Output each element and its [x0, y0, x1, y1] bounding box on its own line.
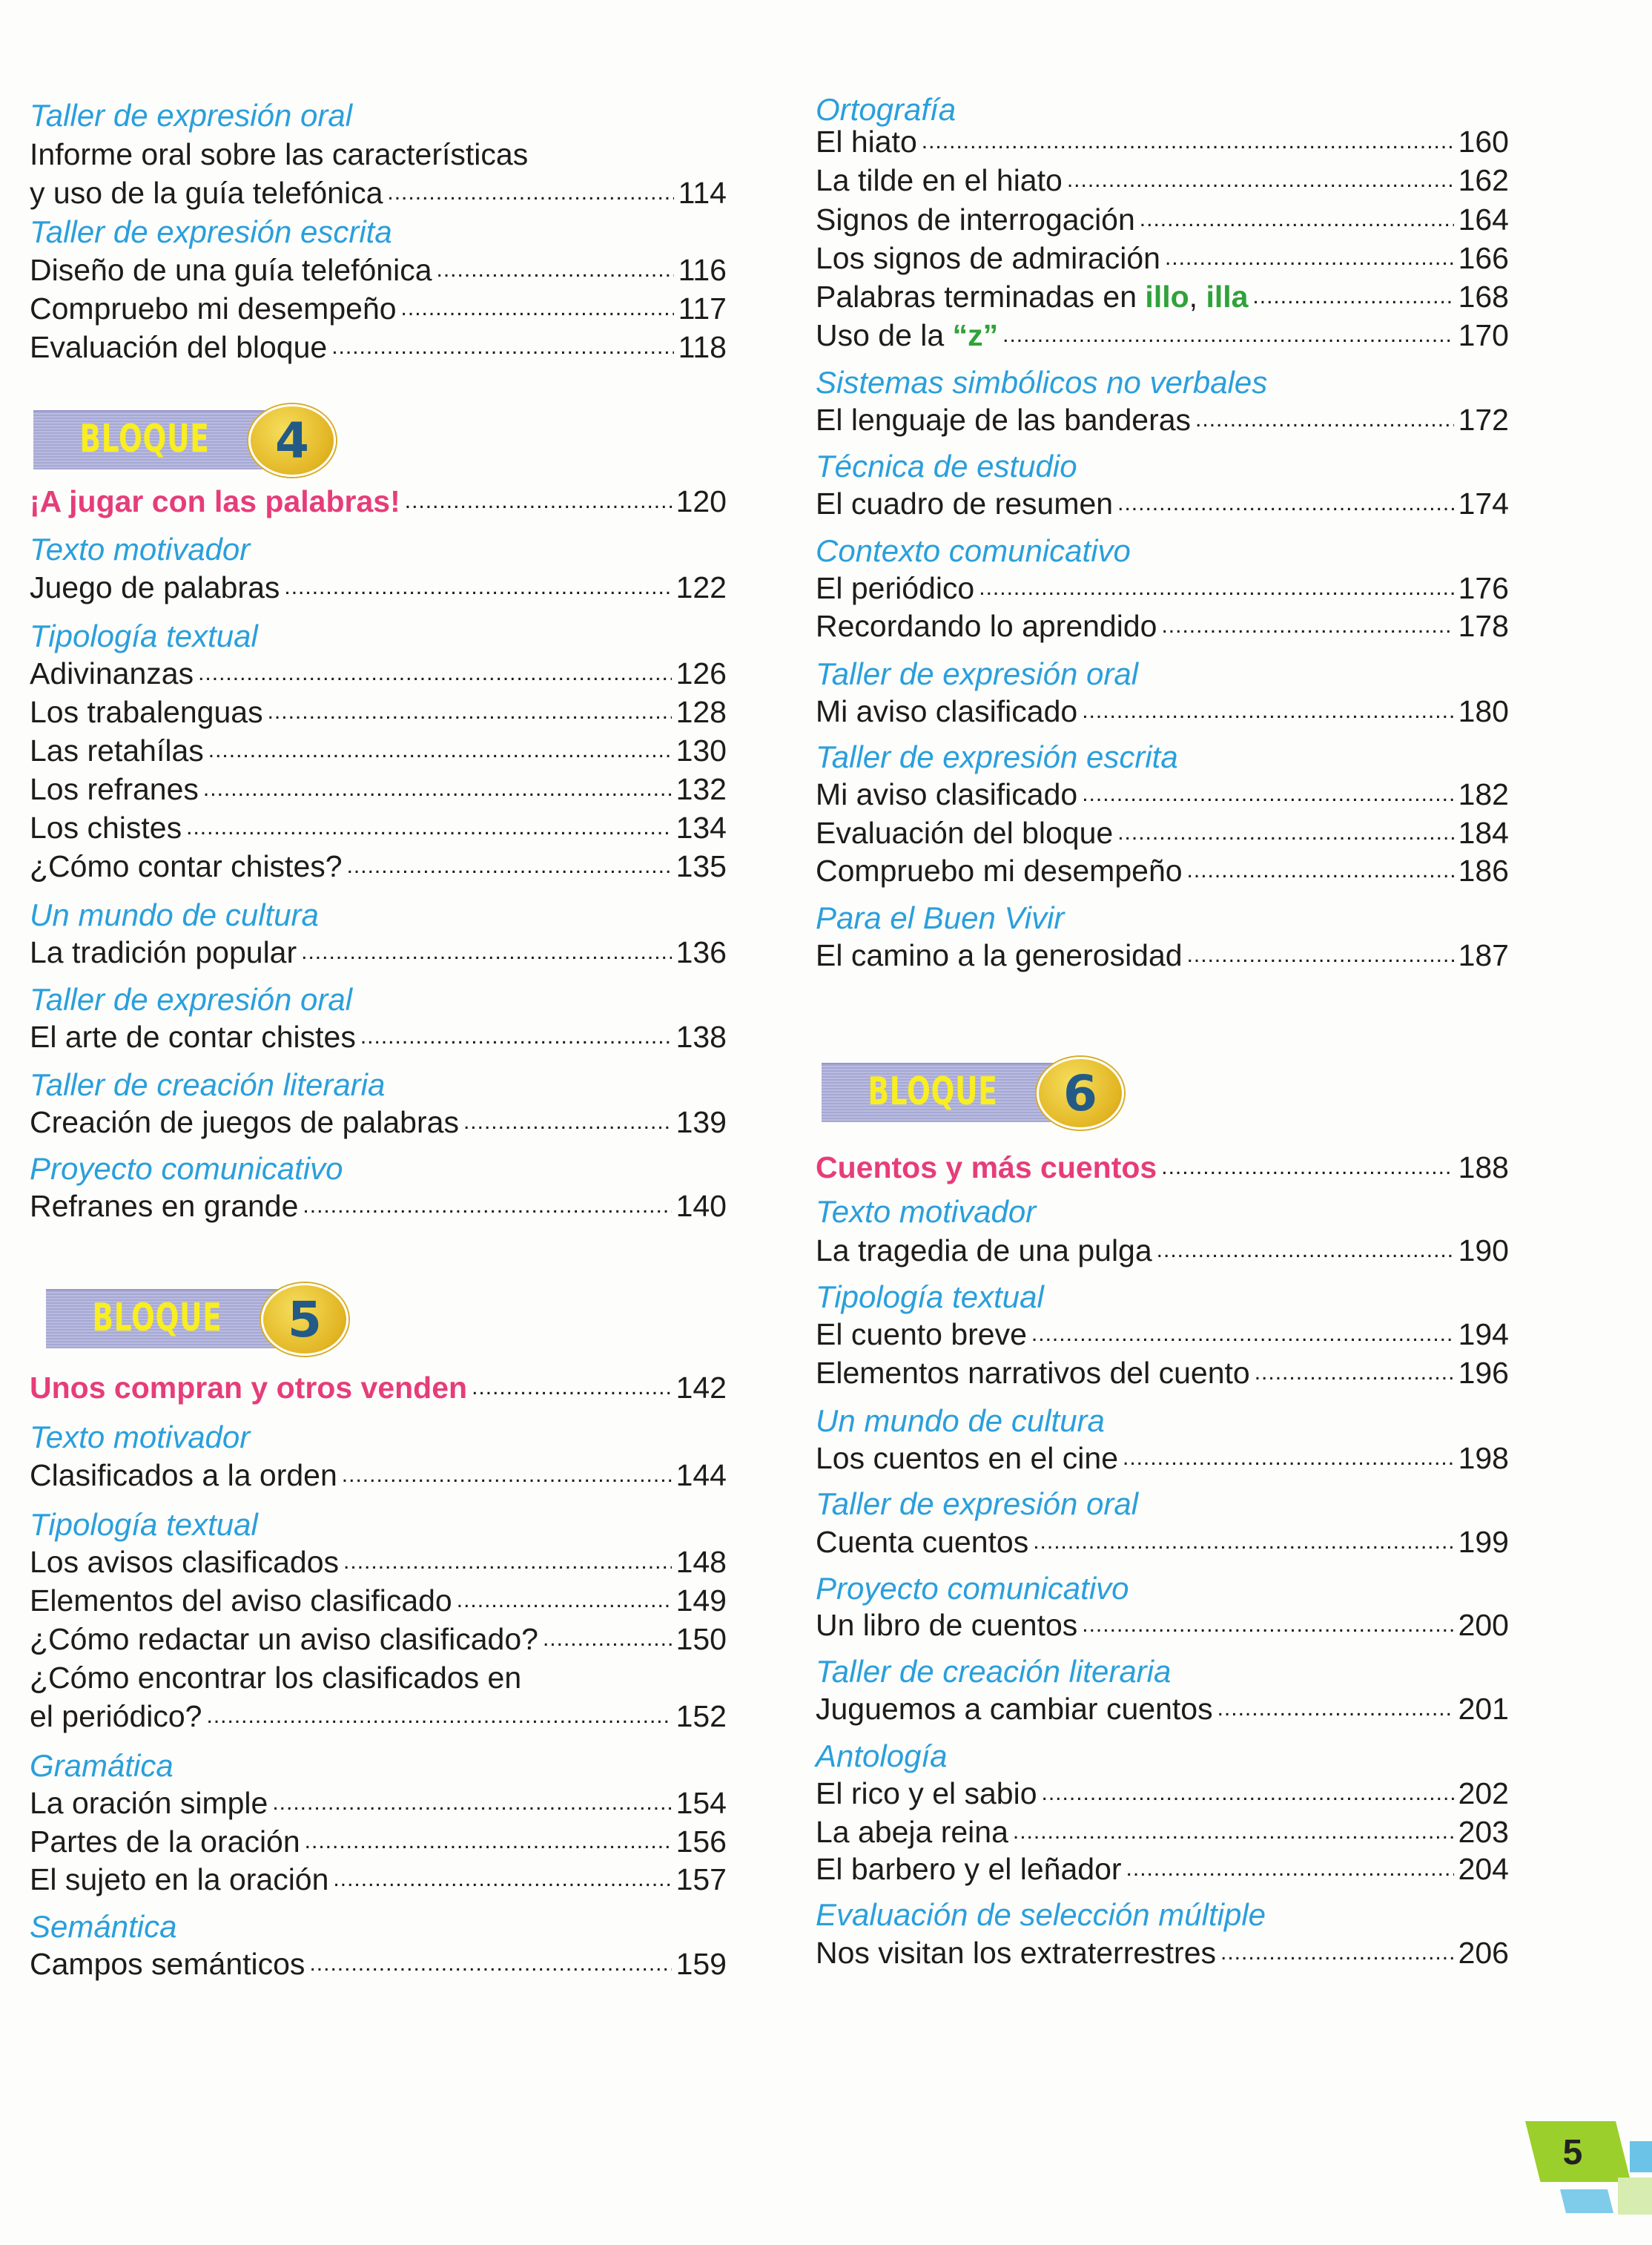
unit-title-entry[interactable]: [30, 482, 727, 521]
section-heading: Texto motivador: [30, 1420, 251, 1454]
dot-leader: [401, 289, 674, 328]
entry-title: ¿Cómo redactar un aviso clasificado?: [30, 1622, 538, 1656]
dot-leader: [198, 654, 672, 693]
entry-title: Mi aviso clasificado: [816, 694, 1078, 728]
unit-title-entry[interactable]: [816, 1148, 1509, 1187]
toc-entry[interactable]: [816, 277, 1509, 316]
toc-entry[interactable]: [816, 400, 1509, 439]
entry-title: Recordando lo aprendido: [816, 609, 1157, 643]
entry-title: El barbero y el leñador: [816, 1852, 1122, 1886]
entry-page-number: 198: [1458, 1441, 1509, 1475]
dot-leader: [1187, 851, 1454, 890]
section-heading: Texto motivador: [30, 532, 251, 567]
unit-page-number: 188: [1458, 1150, 1509, 1184]
entry-page-number: 118: [678, 330, 727, 364]
toc-entry[interactable]: [816, 200, 1509, 239]
entry-title: La oración simple: [30, 1786, 268, 1820]
entry-title: Los chistes: [30, 811, 182, 845]
section-heading: Sistemas simbólicos no verbales: [816, 365, 1268, 400]
toc-entry[interactable]: [816, 239, 1509, 277]
entry-title: Nos visitan los extraterrestres: [816, 1936, 1217, 1970]
section-heading: Taller de creación literaria: [30, 1067, 386, 1102]
entry-title: El cuadro de resumen: [816, 487, 1114, 521]
entry-page-number: 126: [675, 656, 727, 690]
entry-page-number: 202: [1458, 1776, 1509, 1810]
section-row: [816, 1652, 1509, 1691]
dot-leader: [1082, 692, 1453, 731]
dot-leader: [1165, 239, 1454, 277]
dot-leader: [186, 808, 671, 847]
entry-title: Campos semánticos: [30, 1947, 305, 1981]
entry-page-number: 132: [675, 772, 727, 806]
entry-title: El camino a la generosidad: [816, 938, 1183, 972]
toc-entry[interactable]: [816, 484, 1509, 523]
entry-page-number: 152: [675, 1699, 727, 1733]
section-heading: Evaluación de selección múltiple: [816, 1897, 1266, 1932]
toc-entry[interactable]: [30, 1945, 727, 1983]
section-heading: Semántica: [30, 1909, 177, 1944]
dot-leader: [347, 847, 672, 886]
page-tab-blue-shape: [1630, 2141, 1652, 2172]
dot-leader: [305, 1822, 672, 1861]
toc-entry[interactable]: [30, 654, 727, 693]
unit-title: ¡A jugar con las palabras!: [30, 484, 400, 518]
entry-page-number: 206: [1458, 1936, 1509, 1970]
section-row: [30, 980, 727, 1019]
entry-title-highlight: illa: [1206, 280, 1249, 314]
toc-entry[interactable]: [30, 1784, 727, 1822]
entry-page-number: 136: [675, 935, 727, 969]
dot-leader: [309, 1945, 671, 1983]
entry-page-number: 157: [675, 1862, 727, 1896]
page-number-tab: [1520, 2121, 1652, 2218]
entry-title: La tradición popular: [30, 935, 297, 969]
entry-page-number: 160: [1458, 125, 1509, 159]
section-row: [30, 213, 727, 251]
entry-page-number: 139: [675, 1105, 727, 1139]
entry-title: La tilde en el hiato: [816, 163, 1063, 197]
entry-title: Signos de interrogación: [816, 202, 1135, 237]
section-heading: Tipología textual: [30, 1507, 258, 1542]
entry-title: El sujeto en la oración: [30, 1862, 329, 1896]
section-heading: Gramática: [30, 1748, 174, 1783]
section-heading: Taller de expresión escrita: [816, 739, 1178, 774]
section-heading: Texto motivador: [816, 1194, 1037, 1229]
entry-title: Juguemos a cambiar cuentos: [816, 1692, 1213, 1726]
toc-entry[interactable]: [816, 569, 1509, 607]
section-heading: Taller de expresión oral: [30, 982, 353, 1017]
entry-title: Los refranes: [30, 772, 199, 806]
section-heading: Proyecto comunicativo: [30, 1151, 343, 1186]
entry-title: Creación de juegos de palabras: [30, 1105, 459, 1139]
dot-leader: [343, 1543, 672, 1581]
entry-page-number: 154: [675, 1786, 727, 1820]
dot-leader: [405, 482, 672, 521]
toc-entry[interactable]: [30, 693, 727, 731]
entry-page-number: 186: [1458, 854, 1509, 888]
section-row: [816, 1402, 1509, 1440]
dot-leader: [1220, 1934, 1454, 1972]
dot-leader: [301, 933, 671, 972]
entry-page-number: 162: [1458, 163, 1509, 197]
block-banner: [822, 1057, 1133, 1124]
page-tab-blue-shape-small: [1560, 2189, 1613, 2213]
dot-leader: [1067, 161, 1454, 200]
toc-entry[interactable]: [816, 1231, 1509, 1270]
dot-leader: [1117, 484, 1453, 523]
section-row: [816, 1569, 1509, 1608]
entry-title: Elementos narrativos del cuento: [816, 1356, 1250, 1390]
toc-entry[interactable]: [816, 161, 1509, 200]
toc-entry[interactable]: [30, 1543, 727, 1581]
dot-leader: [1123, 1439, 1454, 1477]
entry-title: Los signos de admiración: [816, 241, 1160, 275]
toc-entry[interactable]: [30, 808, 727, 847]
entry-page-number: 199: [1458, 1525, 1509, 1559]
dot-leader: [203, 770, 672, 808]
dot-leader: [1002, 316, 1453, 355]
entry-title: Partes de la oración: [30, 1824, 300, 1859]
entry-page-number: 178: [1458, 609, 1509, 643]
banner-label: BLOQUE: [79, 417, 210, 461]
entry-page-number: 150: [675, 1622, 727, 1656]
toc-entry[interactable]: [30, 1456, 727, 1494]
toc-entry[interactable]: [816, 1606, 1509, 1644]
entry-page-number: 184: [1458, 816, 1509, 850]
dot-leader: [1117, 814, 1453, 852]
dot-leader: [1187, 936, 1454, 975]
entry-page-number: 134: [675, 811, 727, 845]
entry-page-number: 204: [1458, 1852, 1509, 1886]
dot-leader: [1161, 1148, 1453, 1187]
entry-page-number: 187: [1458, 938, 1509, 972]
toc-entry[interactable]: [816, 814, 1509, 852]
dot-leader: [1195, 400, 1454, 439]
toc-entry[interactable]: [816, 316, 1509, 355]
toc-entry[interactable]: [30, 1581, 727, 1620]
unit-title: Cuentos y más cuentos: [816, 1150, 1157, 1184]
dot-leader: [472, 1368, 672, 1407]
section-row: [816, 363, 1509, 402]
entry-title-highlight: illo: [1145, 280, 1189, 314]
dot-leader: [1033, 1523, 1453, 1561]
toc-entry[interactable]: [30, 328, 727, 366]
entry-page-number: 144: [675, 1458, 727, 1492]
section-heading: Taller de expresión oral: [30, 98, 353, 133]
entry-page-number: 156: [675, 1824, 727, 1859]
entry-title: Cuenta cuentos: [816, 1525, 1029, 1559]
toc-entry[interactable]: [30, 289, 727, 328]
dot-leader: [208, 731, 672, 770]
dot-leader: [1255, 1354, 1454, 1392]
entry-title: La tragedia de una pulga: [816, 1233, 1152, 1267]
block-number-badge: 4: [248, 404, 336, 477]
entry-page-number: 176: [1458, 571, 1509, 605]
entry-page-number: 159: [675, 1947, 727, 1981]
section-row: [30, 617, 727, 656]
section-heading: Técnica de estudio: [816, 449, 1077, 484]
entry-title: El cuento breve: [816, 1317, 1027, 1351]
entry-title: Compruebo mi desempeño: [30, 291, 397, 326]
entry-title-separator: ,: [1189, 280, 1206, 314]
toc-entry[interactable]: [816, 1354, 1509, 1392]
entry-page-number: 182: [1458, 777, 1509, 811]
dot-leader: [463, 1103, 672, 1141]
entry-title-prefix: Palabras terminadas en: [816, 280, 1146, 314]
entry-title: Compruebo mi desempeño: [816, 854, 1183, 888]
toc-entry[interactable]: [30, 568, 727, 607]
entry-page-number: 166: [1458, 241, 1509, 275]
entry-title: El rico y el sabio: [816, 1776, 1037, 1810]
entry-title: ¿Cómo contar chistes?: [30, 849, 343, 883]
section-row: [30, 96, 727, 135]
toc-entry[interactable]: [816, 607, 1509, 645]
toc-entry[interactable]: [816, 1523, 1509, 1561]
toc-entry[interactable]: [816, 775, 1509, 814]
entry-page-number: 170: [1458, 318, 1509, 352]
entry-title: Adivinanzas: [30, 656, 194, 690]
dot-leader: [979, 569, 1453, 607]
toc-entry[interactable]: [816, 1439, 1509, 1477]
section-row: [816, 1278, 1509, 1316]
dot-leader: [342, 1456, 672, 1494]
section-row: [30, 1066, 727, 1104]
section-heading: Tipología textual: [816, 1279, 1044, 1314]
entry-title: Refranes en grande: [30, 1189, 299, 1223]
entry-title: [816, 277, 1248, 316]
dot-leader: [268, 693, 672, 731]
toc-entry[interactable]: [816, 1774, 1509, 1813]
section-row: [30, 1908, 727, 1946]
toc-entry[interactable]: [30, 1620, 727, 1658]
entry-title: La abeja reina: [816, 1815, 1008, 1849]
toc-entry[interactable]: [30, 1697, 727, 1735]
toc-entry[interactable]: [816, 692, 1509, 731]
entry-page-number: 196: [1458, 1356, 1509, 1390]
section-row: [30, 1150, 727, 1188]
section-row: [816, 1485, 1509, 1523]
entry-title-line: Informe oral sobre las características: [30, 137, 529, 171]
dot-leader: [284, 568, 671, 607]
unit-page-number: 142: [675, 1371, 727, 1405]
entry-page-number: 190: [1458, 1233, 1509, 1267]
toc-entry[interactable]: [816, 1315, 1509, 1354]
section-row: [816, 1737, 1509, 1776]
entry-title: Mi aviso clasificado: [816, 777, 1078, 811]
entry-page-number: 140: [675, 1189, 727, 1223]
section-heading: Ortografía: [816, 92, 956, 127]
toc-entry[interactable]: [30, 174, 727, 212]
entry-page-number: 201: [1458, 1692, 1509, 1726]
section-row: [30, 896, 727, 934]
toc-entry[interactable]: [30, 1822, 727, 1861]
entry-page-number: 194: [1458, 1317, 1509, 1351]
section-row: [30, 1506, 727, 1544]
entry-page-number: 164: [1458, 202, 1509, 237]
toc-entry[interactable]: [816, 1689, 1509, 1728]
dot-leader: [1161, 607, 1453, 645]
dot-leader: [1013, 1813, 1454, 1851]
section-heading: Contexto comunicativo: [816, 533, 1131, 568]
entry-title: Clasificados a la orden: [30, 1458, 337, 1492]
entry-page-number: 114: [678, 176, 727, 210]
section-heading: Proyecto comunicativo: [816, 1571, 1129, 1606]
entry-title: y uso de la guía telefónica: [30, 176, 383, 210]
entry-title: El hiato: [816, 125, 917, 159]
entry-page-number: 174: [1458, 487, 1509, 521]
section-row: [30, 1418, 727, 1457]
dot-leader: [1140, 200, 1454, 239]
entry-page-number: 122: [675, 570, 727, 604]
dot-leader: [437, 251, 674, 289]
dot-leader: [1082, 1606, 1453, 1644]
entry-page-number: 138: [675, 1020, 727, 1054]
entry-title: El periódico: [816, 571, 975, 605]
unit-title: Unos compran y otros venden: [30, 1371, 468, 1405]
section-row: [816, 1896, 1509, 1934]
dot-leader: [360, 1018, 672, 1056]
section-row: [816, 532, 1509, 570]
entry-page-number: 149: [675, 1583, 727, 1618]
section-row: [816, 447, 1509, 486]
entry-title: Las retahílas: [30, 734, 204, 768]
dot-leader: [1217, 1689, 1454, 1728]
toc-entry[interactable]: [30, 847, 727, 886]
section-heading: Taller de expresión oral: [816, 1486, 1139, 1521]
toc-entry[interactable]: [816, 1813, 1509, 1851]
toc-entry[interactable]: [30, 1860, 727, 1899]
block-number-badge: 6: [1037, 1057, 1124, 1130]
banner-label: BLOQUE: [868, 1069, 998, 1114]
entry-page-number: 172: [1458, 403, 1509, 437]
dot-leader: [331, 328, 673, 366]
toc-entry[interactable]: [30, 1018, 727, 1056]
entry-title: Evaluación del bloque: [30, 330, 328, 364]
entry-title: Los trabalenguas: [30, 695, 263, 729]
entry-page-number: 203: [1458, 1815, 1509, 1849]
dot-leader: [1042, 1774, 1454, 1813]
entry-title-line: ¿Cómo encontrar los clasificados en: [30, 1661, 522, 1695]
dot-leader: [543, 1620, 672, 1658]
entry-page-number: 116: [678, 253, 727, 287]
toc-entry[interactable]: [30, 1103, 727, 1141]
entry-title-highlight: “z”: [952, 318, 999, 352]
unit-page-number: 120: [675, 484, 727, 518]
toc-entry[interactable]: [30, 251, 727, 289]
section-row: [30, 530, 727, 569]
entry-title: [816, 316, 998, 355]
toc-entry[interactable]: [816, 851, 1509, 890]
entry-page-number: 200: [1458, 1608, 1509, 1642]
entry-title: Elementos del aviso clasificado: [30, 1583, 452, 1618]
dot-leader: [303, 1187, 671, 1225]
section-row: [816, 1193, 1509, 1231]
dot-leader: [272, 1784, 671, 1822]
dot-leader: [1082, 775, 1453, 814]
section-row: [816, 738, 1509, 777]
entry-title: Los avisos clasificados: [30, 1545, 340, 1579]
dot-leader: [1252, 277, 1453, 316]
toc-entry[interactable]: [816, 122, 1509, 161]
entry-title: Diseño de una guía telefónica: [30, 253, 432, 287]
block-banner: [46, 1283, 357, 1350]
toc-entry[interactable]: [30, 1187, 727, 1225]
entry-page-number: 117: [678, 291, 727, 326]
entry-title: El arte de contar chistes: [30, 1020, 356, 1054]
section-row: [816, 899, 1509, 937]
entry-page-number: 128: [675, 695, 727, 729]
section-heading: Antología: [816, 1738, 948, 1773]
entry-title: Los cuentos en el cine: [816, 1441, 1118, 1475]
entry-title-prefix: Uso de la: [816, 318, 953, 352]
toc-entry-line: [30, 135, 727, 174]
entry-title: El lenguaje de las banderas: [816, 403, 1192, 437]
entry-page-number: 168: [1458, 280, 1509, 314]
dot-leader: [387, 174, 673, 212]
dot-leader: [1126, 1850, 1454, 1888]
toc-entry[interactable]: [30, 770, 727, 808]
toc-entry[interactable]: [816, 1850, 1509, 1888]
section-heading: Taller de creación literaria: [816, 1654, 1172, 1689]
section-heading: Un mundo de cultura: [816, 1403, 1105, 1438]
toc-entry[interactable]: [30, 731, 727, 770]
banner-label: BLOQUE: [92, 1296, 222, 1340]
toc-entry-line: [30, 1658, 727, 1697]
page-number: 5: [1562, 2133, 1583, 2172]
block-banner: [33, 404, 345, 471]
entry-page-number: 130: [675, 734, 727, 768]
dot-leader: [333, 1860, 671, 1899]
dot-leader: [207, 1697, 672, 1735]
toc-entry[interactable]: [30, 933, 727, 972]
unit-title-entry[interactable]: [30, 1368, 727, 1407]
dot-leader: [1031, 1315, 1454, 1354]
section-row: [816, 655, 1509, 693]
section-heading: Taller de expresión oral: [816, 656, 1139, 691]
dot-leader: [922, 122, 1454, 161]
toc-entry[interactable]: [816, 936, 1509, 975]
section-row: [30, 1747, 727, 1785]
section-heading: Un mundo de cultura: [30, 897, 319, 932]
dot-leader: [457, 1581, 672, 1620]
entry-page-number: 148: [675, 1545, 727, 1579]
entry-title: el periódico?: [30, 1699, 202, 1733]
section-heading: Taller de expresión escrita: [30, 214, 392, 249]
entry-page-number: 180: [1458, 694, 1509, 728]
dot-leader: [1157, 1231, 1454, 1270]
entry-page-number: 135: [675, 849, 727, 883]
entry-title: Evaluación del bloque: [816, 816, 1114, 850]
page-tab-lightgreen-shape: [1618, 2178, 1652, 2215]
entry-title: Un libro de cuentos: [816, 1608, 1078, 1642]
block-number-badge: 5: [261, 1283, 348, 1356]
section-heading: Para el Buen Vivir: [816, 900, 1065, 935]
entry-title: Juego de palabras: [30, 570, 280, 604]
section-heading: Tipología textual: [30, 619, 258, 653]
toc-entry[interactable]: [816, 1934, 1509, 1972]
